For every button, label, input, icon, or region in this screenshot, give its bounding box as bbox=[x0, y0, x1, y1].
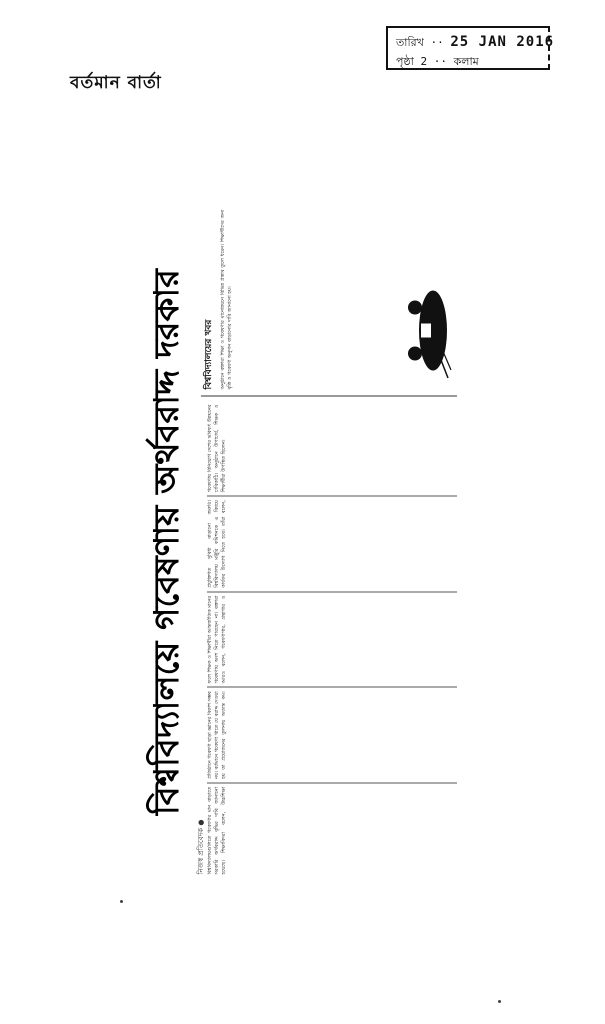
newspaper-masthead: বর্তমান বার্তা bbox=[70, 73, 162, 93]
news-article bbox=[143, 210, 459, 875]
stamp-date-row: তারিখ ·· 25 JAN 2016 bbox=[396, 34, 555, 50]
date-stamp bbox=[386, 26, 555, 70]
pen-mark-icon bbox=[430, 340, 452, 380]
sidebar-body: অনুষ্ঠানে বক্তারা শিক্ষা ও গবেষণার মানোন্নয়নে বিভিন্ন প্রস্তাব তুলে ধরেন। শিক্ষার্থীদের জন্য বৃত্তি ও গবেষণা অনুদান বাড়ানোর দাবি জানানো হয়। bbox=[220, 209, 233, 390]
article-byline: নিজস্ব প্রতিবেদক ● bbox=[197, 819, 205, 875]
stamp-column-label: কলাম bbox=[453, 55, 479, 68]
article-sidebar bbox=[201, 210, 457, 397]
stamp-page-row: পৃষ্ঠা 2 ·· কলাম bbox=[396, 55, 479, 68]
stamp-page-label: পৃষ্ঠা bbox=[396, 55, 414, 68]
rotated-article-content bbox=[143, 210, 459, 875]
stamp-date-label: তারিখ bbox=[396, 36, 424, 49]
speck bbox=[498, 1000, 501, 1003]
stamp-page-value: 2 bbox=[420, 55, 428, 68]
sidebar-title: বিশ্ববিদ্যালয়ের খবর bbox=[204, 319, 214, 390]
article-headline: বিশ্ববিদ্যালয়ে গবেষণায় অর্থবরাদ্দ দরকার bbox=[147, 269, 187, 815]
article-body: বিশ্ববিদ্যালয়গুলিতে গবেষণার মান বাড়াতে সরকারি অর্থবরাদ্দ বৃদ্ধির দাবি জানানো হয়েছে। শিক্ষাবিদরা বলেন, উচ্চশিক্ষা প্রতিষ্ঠানে গবেষণা ছাড়া জ্ঞানের বিকাশ সম্ভব নয়। বর্তমানে গবেষণা খাতে যে বরাদ্দ দেওয়া হয় তা প্রয়োজনের তুলনায় অত্যন্ত কম। ফলে শিক্ষক ও শিক্ষার্থীরা আন্তর্জাতিক মানের গবেষণায় অংশ নিতে পারছেন না। বক্তারা আরও বলেন, গবেষণাগার, গ্রন্থাগার ও প্রযুক্তিগত সুবিধা বাড়ানো জরুরি। বিশ্ববিদ্যালয় মঞ্জুরি কমিশনকে এ বিষয়ে কার্যকর উদ্যোগ নিতে হবে। তাঁরা বলেন, গবেষণায় বিনিয়োগ দেশের ভবিষ্যৎ উন্নয়নের চাবিকাঠি। অনুষ্ঠানে উপাচার্য, শিক্ষক ও শিক্ষার্থীরা উপস্থিত ছিলেন। bbox=[207, 404, 227, 875]
speck bbox=[120, 900, 123, 903]
stamp-date-value: 25 JAN 2016 bbox=[450, 34, 555, 50]
